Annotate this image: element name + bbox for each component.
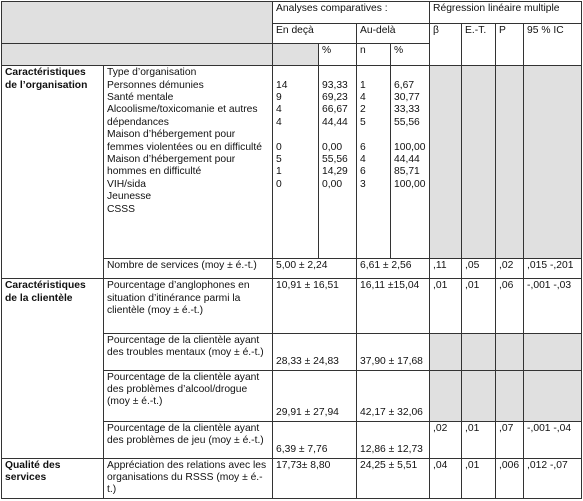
header-en-deca-n	[273, 44, 319, 66]
row-ic	[524, 370, 582, 421]
row-au-dela: 6,61 ± 2,56	[357, 259, 430, 279]
row-et: ,01	[462, 421, 496, 458]
header-p: P	[496, 24, 524, 66]
row-en-deca: 28,33 ± 24,83	[273, 333, 357, 370]
section-clientele: Caractéristiques de la clientèle	[2, 279, 104, 458]
header-beta: β	[430, 24, 462, 66]
org-types-et	[462, 66, 496, 259]
row-en-deca: 10,91 ± 16,51	[273, 279, 357, 333]
section-qualite: Qualité des services	[2, 458, 104, 498]
row-et: ,01	[462, 279, 496, 333]
row-label: Pourcentage de la clientèle ayant des troubles mentaux (moy ± é.-t.)	[104, 333, 273, 370]
row-beta: ,04	[430, 458, 462, 498]
row-ic: -,001 -,03	[524, 279, 582, 333]
header-et: E.-T.	[462, 24, 496, 66]
org-types-beta	[430, 66, 462, 259]
row-au-dela: 12,86 ± 12,73	[357, 421, 430, 458]
results-table	[1, 1, 582, 499]
row-ic: ,012 -,07	[524, 458, 582, 498]
row-beta	[430, 333, 462, 370]
header-empty-cell	[2, 2, 273, 44]
row-label: Pourcentage de la clientèle ayant des problèmes de jeu (moy ± é.-t.)	[104, 421, 273, 458]
header-regression: Régression linéaire multiple	[430, 2, 582, 24]
row-label: Nombre de services (moy ± é.-t.)	[104, 259, 273, 279]
row-et: ,01	[462, 458, 496, 498]
header-au-dela-pct: %	[391, 44, 430, 66]
row-au-dela: 24,25 ± 5,51	[357, 458, 430, 498]
row-en-deca: 6,39 ± 7,76	[273, 421, 357, 458]
row-beta: ,01	[430, 279, 462, 333]
header-en-deca: En deçà	[273, 24, 357, 44]
row-ic	[524, 333, 582, 370]
row-et	[462, 333, 496, 370]
row-p	[496, 333, 524, 370]
row-p: ,07	[496, 421, 524, 458]
row-en-deca: 29,91 ± 27,94	[273, 370, 357, 421]
org-types-en-deca-n: 14 9 4 4 0 5 1 0	[273, 66, 319, 259]
section-organisation: Caractéristiques de l’organisation	[2, 66, 104, 279]
row-ic: -,001 -,04	[524, 421, 582, 458]
header-en-deca-pct: %	[319, 44, 357, 66]
row-p: ,006	[496, 458, 524, 498]
row-et: ,05	[462, 259, 496, 279]
row-au-dela: 37,90 ± 17,68	[357, 333, 430, 370]
row-beta	[430, 370, 462, 421]
row-beta: ,02	[430, 421, 462, 458]
row-en-deca: 5,00 ± 2,24	[273, 259, 357, 279]
row-p	[496, 370, 524, 421]
row-au-dela: 42,17 ± 32,06	[357, 370, 430, 421]
header-au-dela: Au-delà	[357, 24, 430, 44]
header-au-dela-n: n	[357, 44, 391, 66]
org-types-au-dela-n: 1 4 2 5 6 4 6 3	[357, 66, 391, 259]
header-analyses-comparatives: Analyses comparatives :	[273, 2, 430, 24]
header-ic: 95 % IC	[524, 24, 582, 66]
row-et	[462, 370, 496, 421]
row-p: ,02	[496, 259, 524, 279]
row-label: Appréciation des relations avec les organisations du RSSS (moy ± é.-t.)	[104, 458, 273, 498]
org-types-list: Type d’organisation Personnes démunies Santé mentale Alcoolisme/toxicomanie et autres dépendances Maison d’hébergement pour femmes violentées ou en difficulté Maison d’hébergement pour hommes en difficulté VIH/sida Jeunesse CSSS	[104, 66, 273, 259]
row-en-deca: 17,73± 8,80	[273, 458, 357, 498]
row-label: Pourcentage de la clientèle ayant des problèmes d’alcool/drogue (moy ± é.-t.)	[104, 370, 273, 421]
header-empty-cell-2	[2, 44, 273, 66]
org-types-ic	[524, 66, 582, 259]
row-beta: ,11	[430, 259, 462, 279]
row-p: ,06	[496, 279, 524, 333]
row-label: Pourcentage d’anglophones en situation d’itinérance parmi la clientèle (moy ± é.-t.)	[104, 279, 273, 333]
org-types-au-dela-pct: 6,67 30,77 33,33 55,56 100,00 44,44 85,71 100,00	[391, 66, 430, 259]
org-types-en-deca-pct: 93,33 69,23 66,67 44,44 0,00 55,56 14,29 0,00	[319, 66, 357, 259]
row-au-dela: 16,11 ±15,04	[357, 279, 430, 333]
org-types-p	[496, 66, 524, 259]
row-ic: ,015 -,201	[524, 259, 582, 279]
